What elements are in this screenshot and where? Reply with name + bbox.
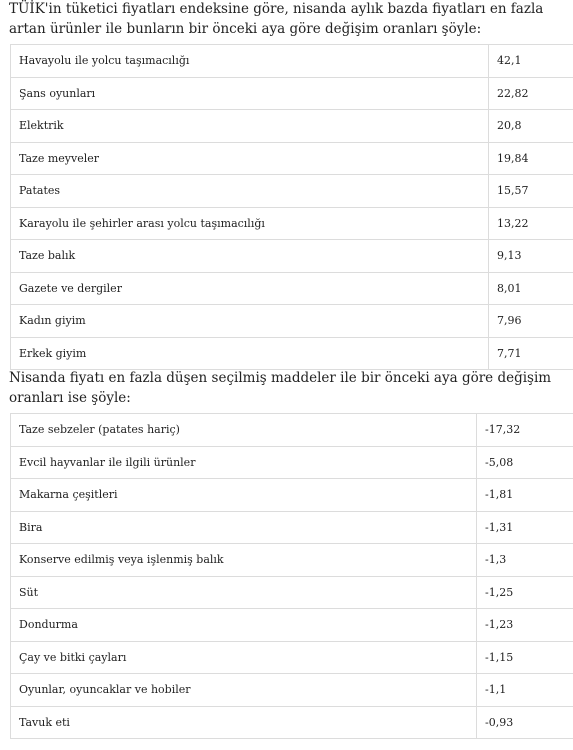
table-row: [11, 45, 573, 78]
item-name-cell: Patates: [11, 175, 489, 208]
table-row: [11, 272, 573, 305]
change-rate-cell: -17,32: [477, 414, 573, 447]
item-name-cell: Gazete ve dergiler: [11, 272, 489, 305]
intro-paragraph-decrease: Nisanda fiyatı en fazla düşen seçilmiş maddeler ile bir önceki aya göre değişim oranları ise şöyle:: [9, 370, 552, 406]
change-rate-cell: -1,25: [477, 576, 573, 609]
item-name-cell: Çay ve bitki çayları: [11, 641, 477, 674]
item-name-cell: Tavuk eti: [11, 706, 477, 739]
item-name-cell: Taze meyveler: [11, 142, 489, 175]
item-name-cell: Taze sebzeler (patates hariç): [11, 414, 477, 447]
change-rate-cell: -1,3: [477, 544, 573, 577]
table-row: [11, 706, 573, 739]
table-row: [11, 240, 573, 273]
change-rate-cell: -0,93: [477, 706, 573, 739]
table-row: [11, 77, 573, 110]
item-name-cell: Makarna çeşitleri: [11, 479, 477, 512]
item-name-cell: Karayolu ile şehirler arası yolcu taşımacılığı: [11, 207, 489, 240]
table-row: [11, 674, 573, 707]
item-name-cell: Havayolu ile yolcu taşımacılığı: [11, 45, 489, 78]
item-name-cell: Şans oyunları: [11, 77, 489, 110]
change-rate-cell: 15,57: [489, 175, 573, 208]
table-row: [11, 207, 573, 240]
table-row: [11, 576, 573, 609]
change-rate-cell: 7,96: [489, 305, 573, 338]
table-row: [11, 641, 573, 674]
item-name-cell: Bira: [11, 511, 477, 544]
item-name-cell: Elektrik: [11, 110, 489, 143]
table-row: [11, 609, 573, 642]
item-name-cell: Kadın giyim: [11, 305, 489, 338]
item-name-cell: Evcil hayvanlar ile ilgili ürünler: [11, 446, 477, 479]
change-rate-cell: 42,1: [489, 45, 573, 78]
change-rate-cell: 7,71: [489, 337, 573, 370]
item-name-cell: Erkek giyim: [11, 337, 489, 370]
table-row: [11, 511, 573, 544]
table-row: [11, 175, 573, 208]
item-name-cell: Oyunlar, oyuncaklar ve hobiler: [11, 674, 477, 707]
change-rate-cell: -1,23: [477, 609, 573, 642]
table-row: [11, 544, 573, 577]
item-name-cell: Süt: [11, 576, 477, 609]
item-name-cell: Konserve edilmiş veya işlenmiş balık: [11, 544, 477, 577]
change-rate-cell: 13,22: [489, 207, 573, 240]
change-rate-cell: -1,1: [477, 674, 573, 707]
change-rate-cell: 20,8: [489, 110, 573, 143]
change-rate-cell: 22,82: [489, 77, 573, 110]
change-rate-cell: 8,01: [489, 272, 573, 305]
table-row: [11, 142, 573, 175]
table-row: [11, 305, 573, 338]
change-rate-cell: -1,31: [477, 511, 573, 544]
table-row: [11, 337, 573, 370]
change-rate-cell: -1,81: [477, 479, 573, 512]
change-rate-cell: -5,08: [477, 446, 573, 479]
decrease-table: [10, 413, 573, 739]
item-name-cell: Taze balık: [11, 240, 489, 273]
change-rate-cell: 9,13: [489, 240, 573, 273]
increase-table: [10, 44, 573, 370]
table-row: [11, 446, 573, 479]
change-rate-cell: 19,84: [489, 142, 573, 175]
table-row: [11, 479, 573, 512]
table-row: [11, 110, 573, 143]
change-rate-cell: -1,15: [477, 641, 573, 674]
intro-paragraph-increase: TÜİK'in tüketici fiyatları endeksine göre, nisanda aylık bazda fiyatları en fazla artan ürünler ile bunların bir önceki aya göre değişim oranları şöyle:: [9, 1, 544, 37]
table-row: [11, 414, 573, 447]
item-name-cell: Dondurma: [11, 609, 477, 642]
